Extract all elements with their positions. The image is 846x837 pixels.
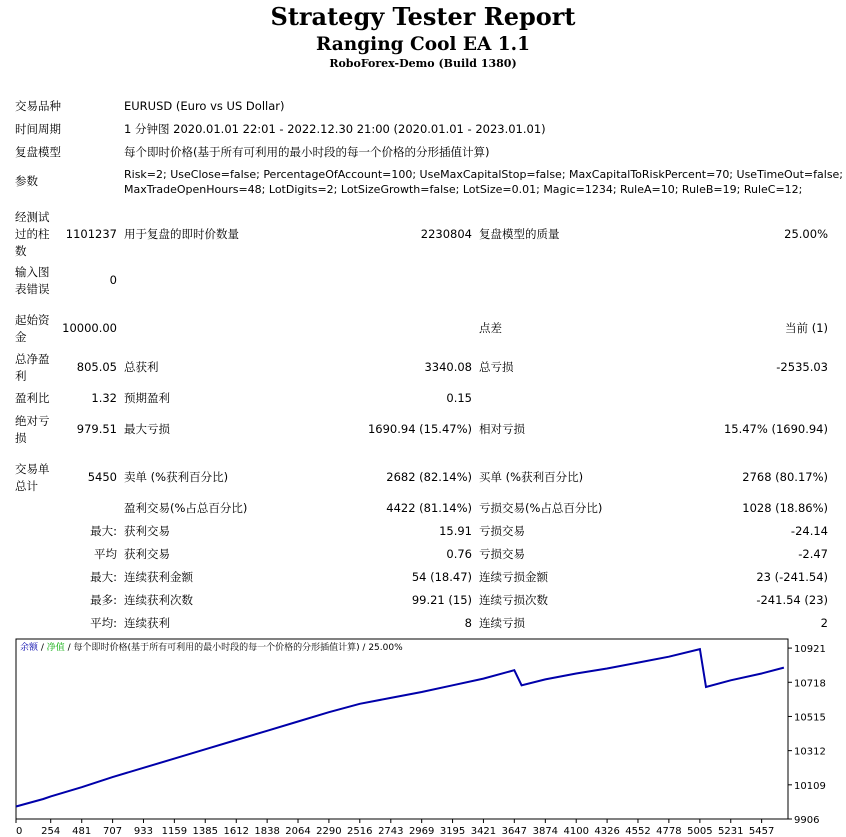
- x-tick-label: 5005: [687, 826, 713, 837]
- symbol-label: 交易品种: [15, 99, 61, 113]
- x-tick-label: 5457: [748, 826, 775, 837]
- max-consec-prefix: 最大:: [90, 570, 117, 584]
- x-tick-label: 0: [16, 826, 23, 837]
- max-drawdown-label: 最大亏损: [124, 422, 170, 436]
- x-tick-label: 3195: [439, 826, 466, 837]
- x-tick-label: 1838: [254, 826, 280, 837]
- net-profit-value: 805.05: [76, 360, 117, 374]
- rel-drawdown-label: 相对亏损: [479, 422, 525, 436]
- gross-loss-label: 总亏损: [479, 360, 514, 374]
- x-tick-label: 2969: [408, 826, 435, 837]
- x-tick-label: 5231: [718, 826, 744, 837]
- total-trades-label: 交易单总计: [15, 462, 50, 493]
- profit-factor-label: 盈利比: [15, 391, 50, 405]
- balance-chart-svg: [14, 637, 846, 837]
- x-tick-label: 481: [72, 826, 92, 837]
- legend-equity: 净值: [46, 643, 65, 653]
- long-trades-value: 2768 (80.17%): [742, 470, 828, 484]
- quality-value: 25.00%: [784, 227, 828, 241]
- most-profit-label: 连续获利次数: [124, 593, 193, 607]
- loss-trades-value: 1028 (18.86%): [742, 501, 828, 515]
- x-tick-label: 1385: [192, 826, 218, 837]
- avg-consec-wins-value: 8: [464, 616, 472, 630]
- x-tick-label: 1612: [223, 826, 249, 837]
- x-tick-label: 2516: [347, 826, 373, 837]
- y-tick-label: 10515: [794, 712, 826, 724]
- mismatch-value: 0: [109, 273, 117, 287]
- profit-trades-value: 4422 (81.14%): [386, 501, 472, 515]
- y-tick-label: 10718: [794, 678, 826, 690]
- ticks-label: 用于复盘的即时价数量: [124, 227, 239, 241]
- y-tick-label: 10312: [794, 746, 826, 758]
- avg-profit-label: 获利交易: [124, 547, 170, 561]
- ticks-value: 2230804: [420, 227, 472, 241]
- max-drawdown-value: 1690.94 (15.47%): [367, 422, 472, 436]
- balance-chart: [14, 637, 846, 837]
- rel-drawdown-value: 15.47% (1690.94): [723, 422, 828, 436]
- bars-value: 1101237: [65, 227, 117, 241]
- bars-label: 经测试过的柱数: [15, 210, 50, 258]
- avg-consec-prefix: 平均:: [90, 616, 117, 630]
- params-label: 参数: [15, 174, 38, 188]
- most-prefix: 最多:: [90, 593, 117, 607]
- x-tick-label: 254: [41, 826, 61, 837]
- y-tick-label: 9906: [794, 815, 820, 826]
- abs-drawdown-label: 绝对亏损: [15, 414, 50, 445]
- short-trades-label: 卖单 (%获利百分比): [124, 470, 229, 484]
- most-loss-label: 连续亏损次数: [479, 593, 548, 607]
- x-tick-label: 2290: [316, 826, 342, 837]
- abs-drawdown-value: 979.51: [76, 422, 117, 436]
- model-label: 复盘模型: [15, 145, 61, 159]
- period-value: 1 分钟图 2020.01.01 22:01 - 2022.12.30 21:00 (2020.01.01 - 2023.01.01): [124, 122, 546, 136]
- x-tick-label: 4100: [563, 826, 589, 837]
- avg-consec-wins-label: 连续获利: [124, 616, 170, 630]
- largest-prefix: 最大:: [90, 524, 117, 538]
- gross-profit-value: 3340.08: [424, 360, 472, 374]
- report-title: Strategy Tester Report: [270, 2, 576, 31]
- x-tick-label: 3421: [470, 826, 497, 837]
- symbol-value: EURUSD (Euro vs US Dollar): [124, 99, 285, 113]
- deposit-label: 起始资金: [15, 313, 50, 344]
- average-prefix: 平均: [94, 547, 117, 561]
- most-profit-value: 99.21 (15): [411, 593, 472, 607]
- expected-payoff-label: 预期盈利: [124, 391, 170, 405]
- gross-loss-value: -2535.03: [776, 360, 828, 374]
- deposit-value: 10000.00: [62, 321, 117, 335]
- x-tick-label: 4326: [594, 826, 620, 837]
- server-build: RoboForex-Demo (Build 1380): [329, 57, 517, 70]
- profit-factor-value: 1.32: [91, 391, 117, 405]
- y-tick-label: 10109: [794, 780, 826, 792]
- long-trades-label: 买单 (%获利百分比): [479, 470, 584, 484]
- x-tick-label: 2064: [285, 826, 311, 837]
- x-tick-label: 707: [103, 826, 123, 837]
- params-line-2: MaxTradeOpenHours=48; LotDigits=2; LotSizeGrowth=false; LotSize=0.01; Magic=1234; RuleA=10; RuleB=19; RuleC=12;: [124, 183, 803, 196]
- x-tick-label: 3647: [501, 826, 528, 837]
- net-profit-label: 总净盈利: [15, 352, 50, 383]
- params-line-1: Risk=2; UseClose=false; PercentageOfAccount=100; UseMaxCapitalStop=false; MaxCapitalToRiskPercent=70; UseTimeOut=false;: [124, 168, 844, 181]
- profit-trades-label: 盈利交易(%占总百分比): [124, 501, 248, 515]
- max-consec-wins-label: 连续获利金额: [124, 570, 193, 584]
- spread-value: 当前 (1): [785, 321, 828, 335]
- avg-loss-value: -2.47: [798, 547, 828, 561]
- y-tick-label: 10921: [794, 644, 826, 656]
- total-trades-value: 5450: [87, 470, 117, 484]
- ea-name: Ranging Cool EA 1.1: [316, 34, 530, 55]
- largest-profit-label: 获利交易: [124, 524, 170, 538]
- short-trades-value: 2682 (82.14%): [386, 470, 472, 484]
- x-tick-label: 4778: [656, 826, 682, 837]
- avg-profit-value: 0.76: [446, 547, 472, 561]
- model-value: 每个即时价格(基于所有可利用的最小时段的每一个价格的分形插值计算): [124, 145, 490, 159]
- legend-balance: 余额: [20, 643, 39, 653]
- expected-payoff-value: 0.15: [446, 391, 472, 405]
- plot-frame: [16, 639, 788, 819]
- spread-label: 点差: [479, 321, 502, 335]
- largest-profit-value: 15.91: [439, 524, 472, 538]
- most-loss-value: -241.54 (23): [756, 593, 828, 607]
- avg-consec-losses-value: 2: [820, 616, 828, 630]
- quality-label: 复盘模型的质量: [479, 227, 560, 241]
- mismatch-label: 输入图表错误: [15, 265, 50, 296]
- chart-legend: 余额 / 净值 / 每个即时价格(基于所有可利用的最小时段的每一个价格的分形插值计算) / 25.00%: [20, 643, 403, 653]
- x-tick-label: 4552: [625, 826, 651, 837]
- max-consec-losses-value: 23 (-241.54): [756, 570, 828, 584]
- largest-loss-value: -24.14: [790, 524, 828, 538]
- x-tick-label: 933: [133, 826, 154, 837]
- x-tick-label: 1159: [161, 826, 188, 837]
- max-consec-losses-label: 连续亏损金额: [479, 570, 548, 584]
- loss-trades-label: 亏损交易(%占总百分比): [479, 501, 603, 515]
- largest-loss-label: 亏损交易: [479, 524, 525, 538]
- max-consec-wins-value: 54 (18.47): [411, 570, 472, 584]
- gross-profit-label: 总获利: [124, 360, 159, 374]
- avg-loss-label: 亏损交易: [479, 547, 525, 561]
- x-tick-label: 2743: [378, 826, 404, 837]
- period-label: 时间周期: [15, 122, 61, 136]
- avg-consec-losses-label: 连续亏损: [479, 616, 525, 630]
- x-tick-label: 3874: [532, 826, 559, 837]
